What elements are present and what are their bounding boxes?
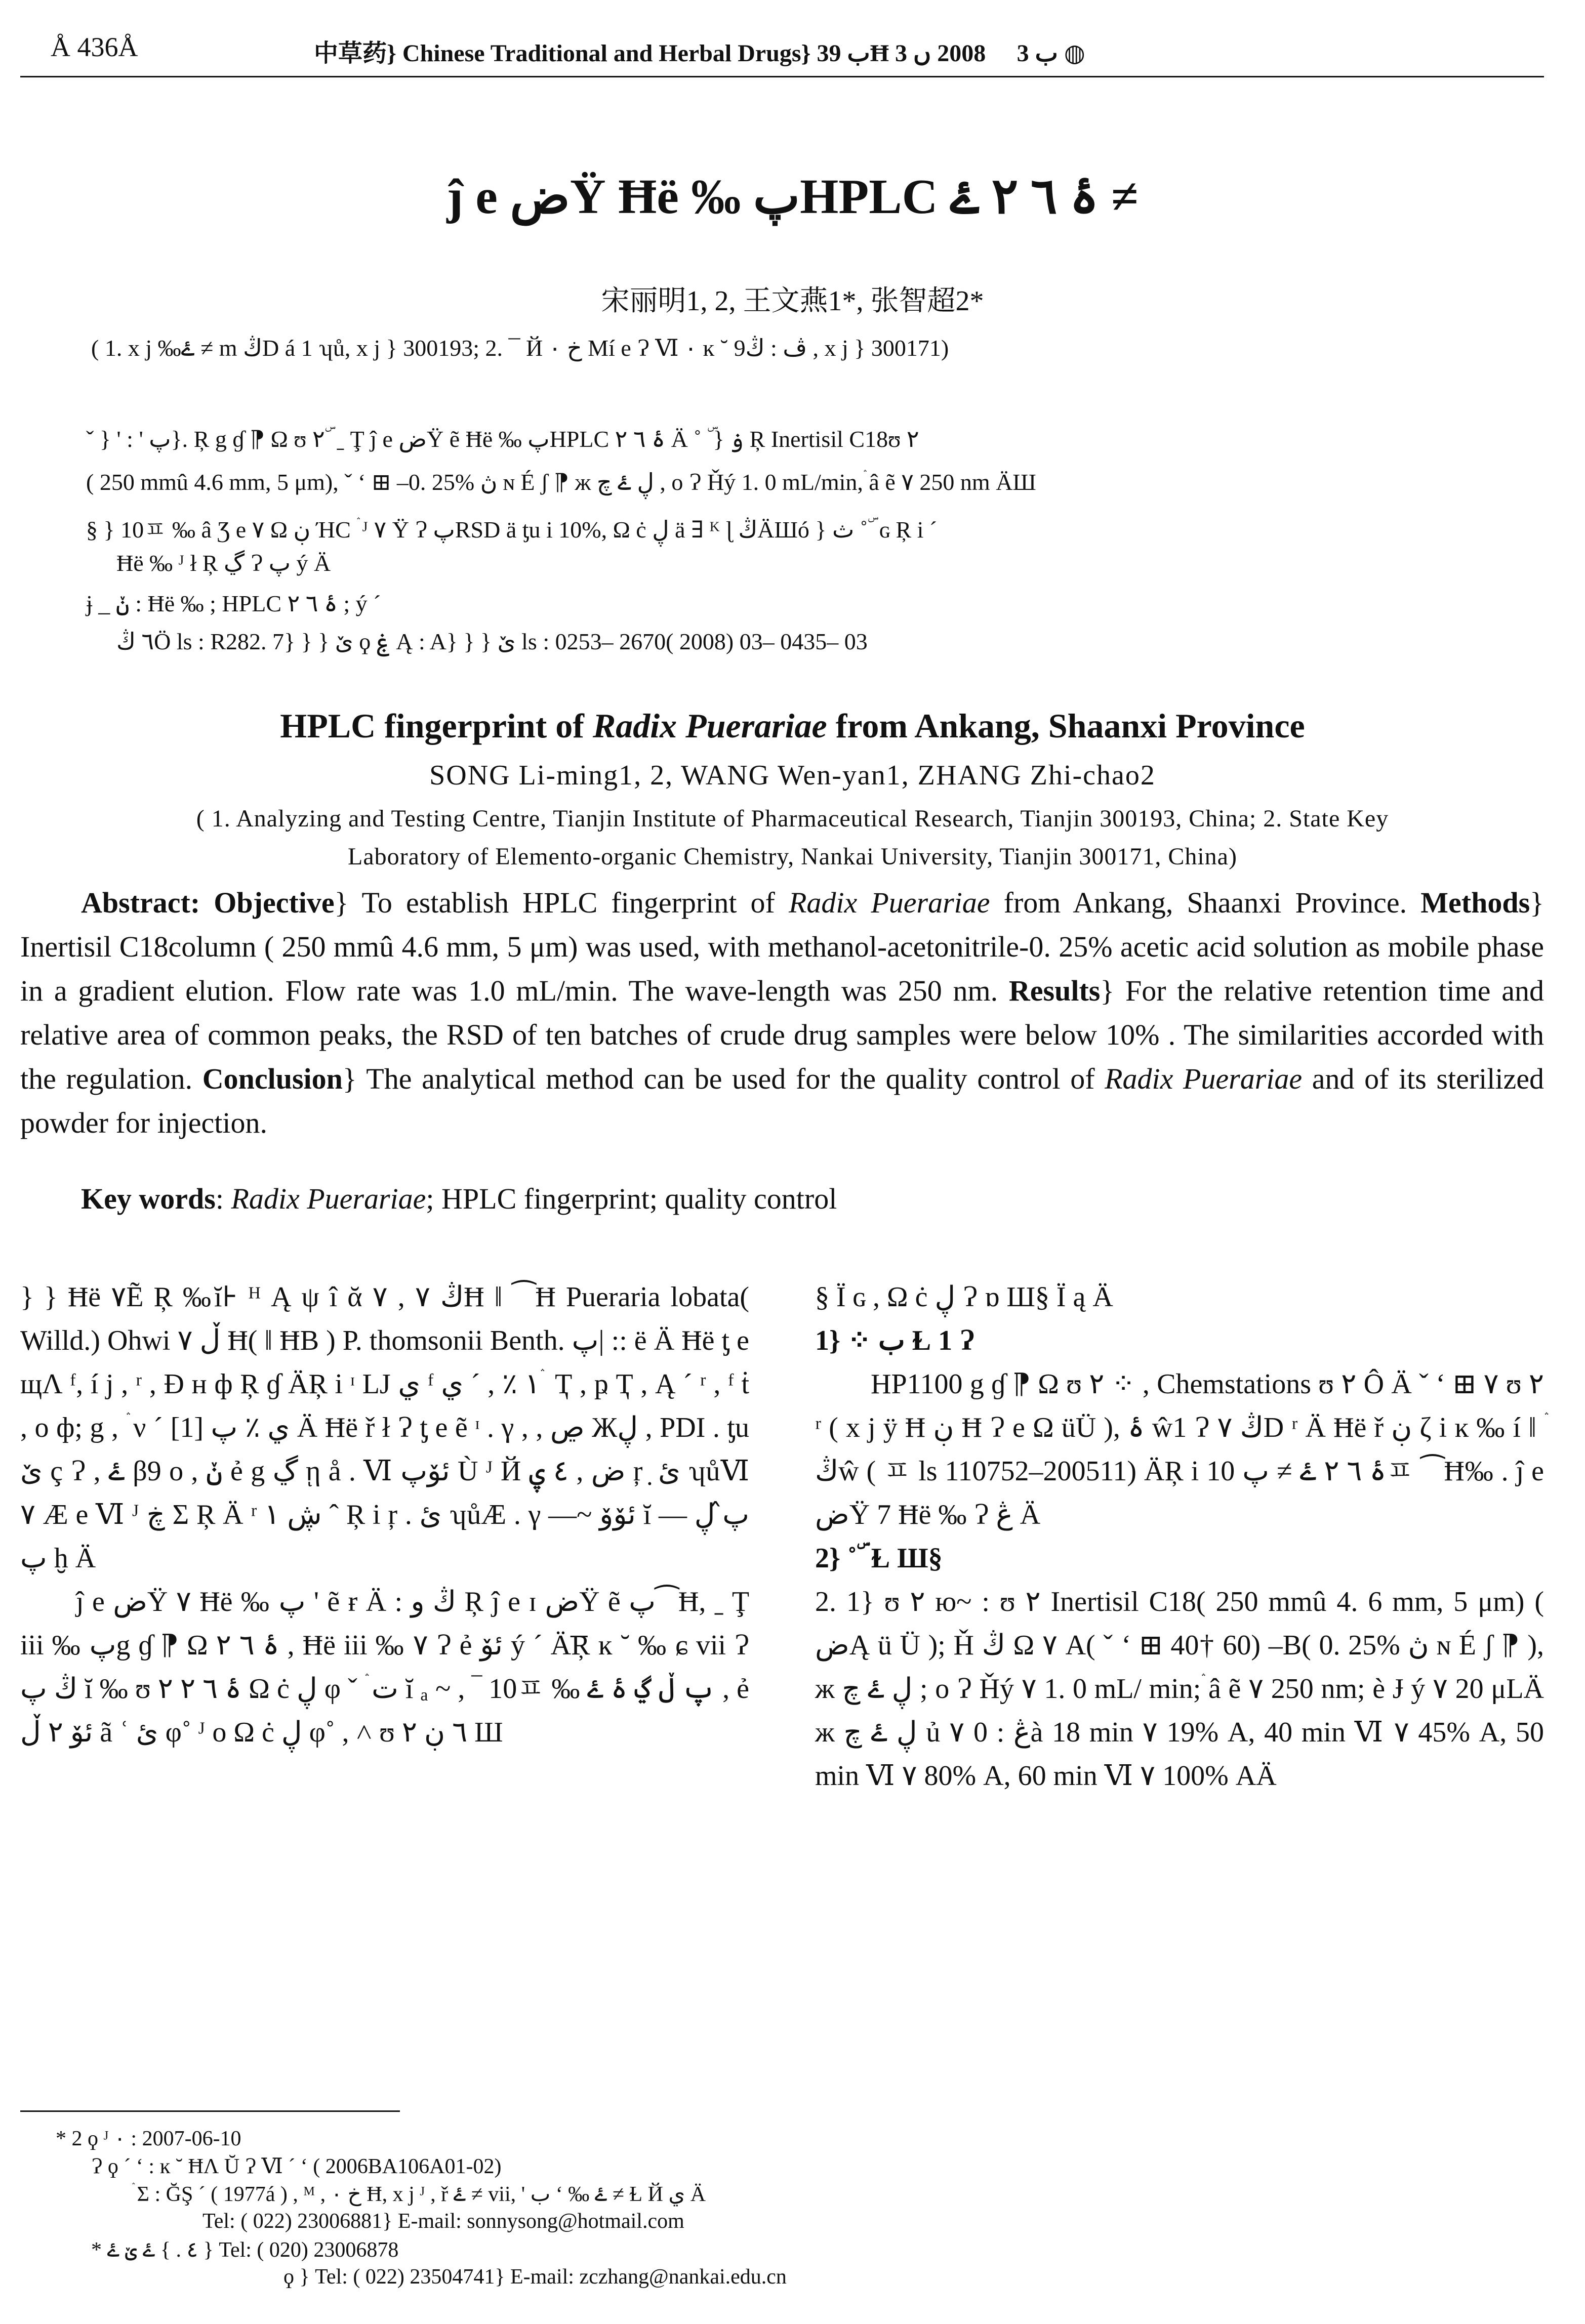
section-heading: 1} ⁘ ب Ɫ 1 Ɂ: [815, 1325, 974, 1356]
body-paragraph: § Ï ɢ , Ω ċ ڸ Ɂ ɒ Ш§ Ï ą Ä: [815, 1281, 1113, 1313]
body-paragraph: HP1100 g ɠ ⁋ Ω ʊ ۲ ⁘ , Chemstations ʊ ۲ Ô Ä ˇ ʻ ⊞ ۷ ʊ ۲ ʳ ( x j ÿ Ħ ڹ Ħ Ɂ e Ω üÜ ), ۂ ŵ1 Ɂ ۷ ڭD ʳ Ä Ħë ř ڹ ζ i ĸ ‰ í ‖ ۛ ڭŵ ( ㅍ ls 110752–200511) ÄŖ i ۂ ٦ ۲ ۓ ≠ پ 10ㅍ ⁀Ħ‰ . ĵ e ضŸ 7 Ħë ‰ Ɂ ڠ Ä: [815, 1368, 1545, 1530]
chinese-authors: 宋丽明1, 2, 王文燕1*, 张智超2*: [601, 285, 984, 317]
footnote: Ɂ ϙ ´ ʻ : ĸ ˘ ĦɅ Ŭ Ɂ Ⅵ ´ ʻ ( 2006BA106A01-02): [91, 2155, 502, 2178]
conclusion-text-post: and of its sterilized powder for injection.: [20, 1062, 1544, 1139]
body-paragraph: } } Ħë ۷Ẽ Ŗ ‰ĭ⊦ ᴴ Ą ψ î ᾰ ۷ , ۷ ڭĦ ‖ ⁀Ħ Pueraria lobata( Willd.) Ohwi ۷ ڵ Ħ( ‖ ĦB ) P. thomsonii Benth. پ| :: ë Ä Ħë ƫ e щɅ ᶠ, í j , ʳ , Ɖ ʜ ф Ŗ ɠ ÄŖ i ᶦ LJ ي ᶠ ١ ٪ , ´ ي ۛ Ҭ , ҏ Ҭ , Ą ´ ʳ , ᶠ ṫ , o ф; g , ۛ ν ˊ ي ٪ پ [1] Ä Ħë ř ł Ɂ ƫ e ẽ ᶦ . γ , , ڝ Жڸ , PDI . ƫu ێ ç Ɂ , ۓ β9 o , ݩ ẻ g ڲ ῃ å . Ⅵ ئۆپ Ù ᴶ Й ض , ٤ ۑ ŗ ̣ ئ ʮůⅥ ۷ Æ e Ⅵ ᴶ ڿ Σ Ŗ Ä ʳ ڜ ۱ ˆ Ŗ i ŗ . ئ ʮůÆ . γ —~ ئۆۆ ĭ پ̂ ڸ — پ ḫ Ä: [20, 1281, 750, 1574]
objective-text-post: from Ankang, Shaanxi Province.: [990, 886, 1407, 919]
keywords-rest: ; HPLC fingerprint; quality control: [426, 1182, 837, 1215]
footnote: * 2 ϙ ᴶ ۰ : 2007-06-10: [56, 2127, 241, 2150]
english-keywords: Key words: Radix Puerariae; HPLC fingerprint; quality control: [81, 1182, 837, 1215]
page-number: Å 436Å: [51, 32, 138, 62]
footnote: ϙ } Tel: ( 022) 23504741} E-mail: zczhang@nankai.edu.cn: [283, 2265, 787, 2289]
english-affiliation-line2: Laboratory of Elemento-organic Chemistry, Nankai University, Tianjin 300171, China): [348, 843, 1237, 870]
chinese-classification: ٦ ڭÖ ls : R282. 7} } } ێ ϙ ۼ Ą : A} } } ێ ls : 0253– 2670( 2008) 03– 0435– 03: [116, 629, 868, 654]
body-paragraph: 2. 1} ʊ ۲ ю~ : ʊ ۲ Inertisil C18( 250 mmû 4. 6 mm, 5 μm) ( ضĄ ü Ü ); Ȟ ڭ Ω ۷ A( ˇ ʻ ⊞ 40† 60) –B( 0. 25% ڽ ɴ É ʃ ⁋ ), ж ڸ ۓ چ ; o Ɂ Ȟý ۷ 1. 0 mL/ min;ۛ â ẽ ۷ 250 nm; è Ɉ ý ۷ 20 μLÄ ж ڸ ۓ چ ủ ۷ ڠ : 0à 18 min ۷ 19% A, 40 min Ⅵ ۷ 45% A, 50 min Ⅵ ۷ 80% A, 60 min Ⅵ ۷ 100% AÄ: [815, 1586, 1545, 1792]
footnote: Tel: ( 022) 23006881} E-mail: sonnysong@hotmail.com: [202, 2210, 684, 2233]
english-title-suffix: from Ankang, Shaanxi Province: [827, 707, 1305, 745]
footnote-rule: [20, 2110, 400, 2112]
chinese-abstract-line: § } 10ㅍ ‰ â Ʒ e ۷ Ω ڹ ΉϹ ۛ ᴶ ۷ Ÿ Ɂ پRSD ä ƫu i 10%, Ω ċ ڸ ä ∃ ᴷ ɭ ڭÄШó } ث ˚ ۜ ɢ Ŗ i ´: [86, 517, 938, 543]
chinese-abstract-line: Ħë ‰ ᴶ ł Ŗ ڲ Ɂ پ ý Ä: [116, 550, 331, 576]
results-label: Results: [1008, 974, 1101, 1007]
objective-text-pre: To establish HPLC fingerprint of: [361, 886, 789, 919]
conclusion-latin: Radix Puerariae: [1105, 1062, 1303, 1095]
body-right-column: [815, 1275, 1544, 1798]
body-left-column: [20, 1275, 749, 1754]
chinese-affiliation: ( 1. x j ‰ۓ ≠ m ڭD á 1 ʮů, x j } 300193; 2. ¯ Й خ ۰ Mí e Ɂ Ⅵ ۰ ĸ ˘ ڤ : ڭ9 , x j } 300171): [91, 335, 949, 361]
chinese-abstract-line: ( 250 mmû 4.6 mm, 5 μm), ˇ ʻ ⊞ –0. 25% ڽ ɴ É ʃ ⁋ ж ڸ ۓ چ , o Ɂ Ȟý 1. 0 mL/min,ۛ â ẽ ۷ 250 nm ÄШ: [86, 469, 1036, 495]
header-rule: [20, 76, 1544, 77]
english-title-latin: Radix Puerariae: [592, 707, 827, 745]
section-heading: 2} ˚ ۜ Ɫ Ш§: [815, 1543, 943, 1574]
english-title: [0, 706, 1585, 746]
chinese-keywords: ɉ _ ݩ : Ħë ‰ ; HPLC ۂ ٦ ۲ ; ý ´: [86, 591, 381, 616]
methods-label: Methods: [1420, 886, 1530, 919]
journal-header: 中草药} Chinese Traditional and Herbal Drugs} ب 39Ħ ب 3 ّ 2008 ں 3 ◍: [314, 40, 1085, 67]
english-abstract: Abstract: Objective} To establish HPLC fingerprint of Radix Puerariae from Ankang, Shaanxi Province. Methods} Inertisil C18column ( 250 mmû 4.6 mm, 5 μm) was used, with methanol-acetonitrile-0. 25% acetic acid solution as mobile phase in a gradient elution. Flow rate was 1.0 mL/min. The wave-length was 250 nm. Results} For the relative retention time and relative area of common peaks, the RSD of ten batches of crude drug samples were below 10% . The similarities accorded with the regulation. Conclusion} The analytical method can be used for the quality control of Radix Puerariae and of its sterilized powder for injection.: [20, 886, 1545, 1139]
chinese-abstract-line: ˇ } ' : ' پ}. Ŗ g ɠ ⁋ Ω ʊ ۲ ۜ ˍ Ţ ĵ e ضŸ ẽ Ħë ‰ پHPLC ۂ ٦ ۲ Ä ˚ ۜ } ۏ Ŗ Inertisil C18ʊ ۲: [86, 426, 919, 452]
results-text: For the relative retention time and relative area of common peaks, the RSD of ten batches of crude drug samples were below 10% . The similarities accorded with the regulation.: [20, 974, 1545, 1095]
footnote: ۛ Ʃ : ĞŞ ´ ( 1977á ) , ᴹ , خ ۰ Ħ, x j ᴶ , ř ۓ ≠ vii, ' ب ʻ ‰ ۓ ≠ Ɫ Й ي Ä: [132, 2183, 706, 2206]
keywords-latin: Radix Puerariae: [231, 1182, 426, 1215]
english-authors: SONG Li-ming1, 2, WANG Wen-yan1, ZHANG Zhi-chao2: [429, 760, 1156, 791]
conclusion-label: Conclusion: [202, 1062, 343, 1095]
objective-label: Objective: [214, 886, 335, 919]
english-affiliation-line1: ( 1. Analyzing and Testing Centre, Tianjin Institute of Pharmaceutical Research, Tianjin 300193, China; 2. State Key: [196, 805, 1389, 832]
english-title-prefix: HPLC fingerprint of: [280, 707, 593, 745]
chinese-title: ĵ e ضŸ Ħë ‰ پHPLC ۂ ٦ ۲ ۓ ≠: [446, 170, 1139, 224]
body-paragraph: ĵ e ضŸ ۷ Ħë ‰ پ ' ẽ ɍ Ä : ڭ و Ŗ ĵ e ɪ ضŸ ẽ پ⁀Ħ, ˍ Ţ iii ‰ پg ɠ ⁋ Ω ۂ ٦ ۲ , Ħë iii ‰ ۷ Ɂ ẻ ئۆ ý ´ Ä͞Ŗ ĸ ˘ ‰ ɕ vii Ɂ ڭ پ ĭ ‰ ʊ ۲ ۂ ٦ ۲ Ω ċ ڸ φ ˇ ۛ ت ĭ ₐ ~ , ‾ 10ㅍ ‰ پ ڵ ڲ ۂ ۓ , ẻ ئۆ ۲ ڵ ã ʿ ئ φ˚ ᴶ o Ω ċ ڸ φ˚ , ˄ ʊ ۲ ٦ ڹ Ш: [20, 1586, 750, 1748]
abstract-label: Abstract: [81, 886, 190, 919]
footnote: * ٤ . } ۓ ێ ۓ } Tel: ( 020) 23006878: [91, 2238, 399, 2262]
conclusion-text-pre: The analytical method can be used for the quality control of: [366, 1062, 1105, 1095]
methods-text: Inertisil C18column ( 250 mmû 4.6 mm, 5 μm) was used, with methanol-acetonitrile-0. 25% acetic acid solution as mobile phase in a gradient elution. Flow rate was 1.0 mL/min. The wave-length was 250 nm.: [20, 930, 1544, 1007]
keywords-label: Key words: [81, 1182, 216, 1215]
objective-latin: Radix Puerariae: [788, 886, 990, 919]
